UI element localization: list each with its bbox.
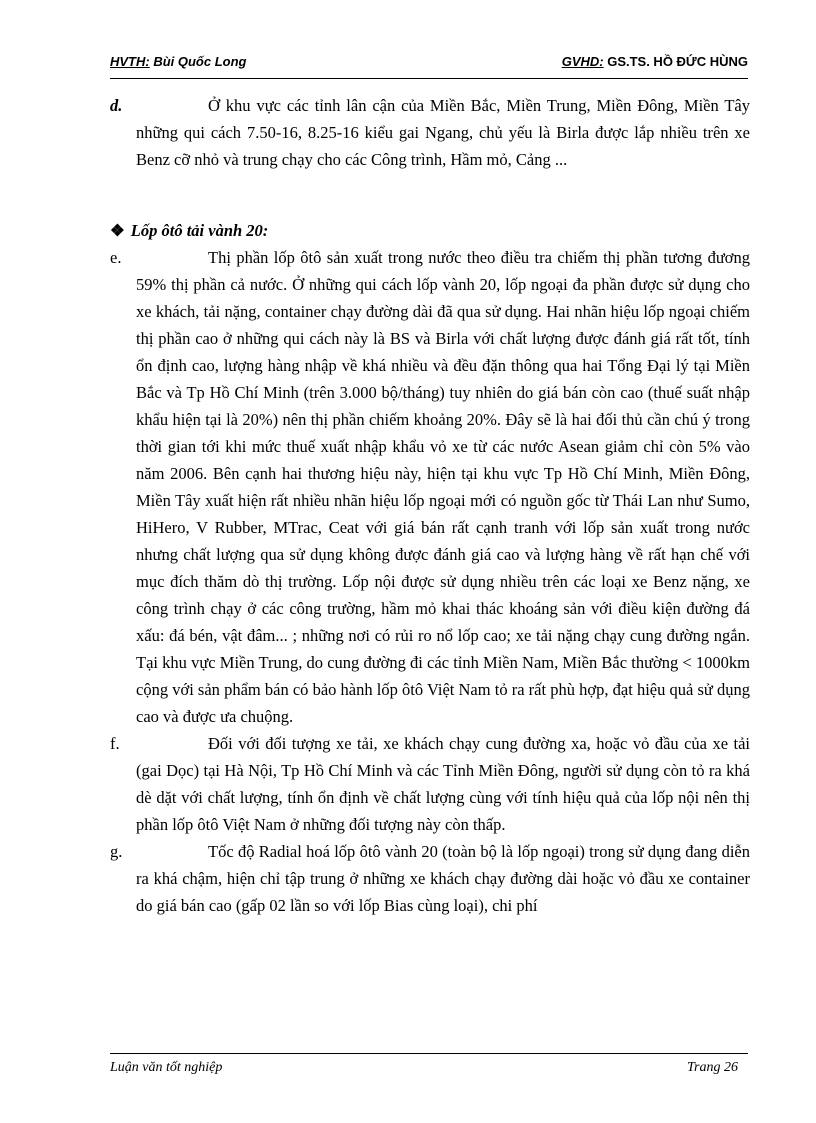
paragraph-d	[110, 92, 750, 173]
paragraph-marker: g.	[110, 842, 123, 861]
paragraph-f	[110, 730, 750, 838]
paragraph-text: Tốc độ Radial hoá lốp ôtô vành 20 (toàn bộ là lốp ngoại) trong sử dụng đang diễn ra khá chậm, hiện chỉ tập trung ở những xe khách chạy đường dài hoặc vỏ đầu xe container do giá bán cao (gấp 02 lần so với lốp Bias cùng loại), chi phí	[136, 842, 750, 915]
paragraph-e	[110, 244, 750, 730]
paragraph-marker: f.	[110, 734, 120, 753]
paragraph-text: Thị phần lốp ôtô sản xuất trong nước theo điều tra chiếm thị phần tương đương 59% thị phần cả nước. Ở những qui cách lốp vành 20, lốp ngoại đa phần được sử dụng cho xe khách, tải nặng, container chạy đường dài đã qua sử dụng. Hai nhãn hiệu lốp ngoại chiếm thị phần cao ở những qui cách này là BS và Birla với chất lượng được đánh giá rất tốt, tính ổn định cao, lượng hàng nhập về khá nhiều và đều đặn thông qua hai Tổng Đại lý tại Miền Bắc và Tp Hồ Chí Minh (trên 3.000 bộ/tháng) tuy nhiên do giá bán còn cao (thuế suất nhập khẩu hiện tại là 20%) nên thị phần chiếm khoảng 20%. Đây sẽ là hai đối thủ cần chú ý trong thời gian tới khi mức thuế xuất nhập khẩu vỏ xe từ các nước Asean giảm chỉ còn 5% vào năm 2006. Bên cạnh hai thương hiệu này, hiện tại khu vực Tp Hồ Chí Minh, Miền Đông, Miền Tây xuất hiện rất nhiều nhãn hiệu lốp ngoại mới có nguồn gốc từ Thái Lan như Sumo, HiHero, V Rubber, MTrac, Ceat với giá bán rất cạnh tranh với lốp sản xuất trong nước nhưng chất lượng qua sử dụng không được đánh giá cao và lượng hàng về rất hạn chế với mục đích thăm dò thị trường. Lốp nội được sử dụng nhiều trên các loại xe Benz nặng, xe công trình chạy ở các công trường, hầm mỏ khai thác khoáng sản với điều kiện đường đá xấu: đá bén, vật đâm... ; những nơi có rủi ro nổ lốp cao; xe tải nặng chạy cung đường ngắn. Tại khu vực Miền Trung, do cung đường đi các tỉnh Miền Nam, Miền Bắc thường < 1000km cộng với sản phẩm bán có bảo hành lốp ôtô Việt Nam tỏ ra rất phù hợp, đạt hiệu quả sử dụng cao và được ưa chuộng.	[136, 248, 750, 726]
section-heading	[110, 217, 750, 244]
page-number: Trang 26	[687, 1060, 738, 1075]
advisor-info	[562, 54, 748, 69]
paragraph-g	[110, 838, 750, 919]
paragraph-text: Đối với đối tượng xe tải, xe khách chạy cung đường xa, hoặc vỏ đầu của xe tải (gai Dọc) tại Hà Nội, Tp Hồ Chí Minh và các Tỉnh Miền Đông, người sử dụng còn tỏ ra khá dè dặt với chất lượng, tính ổn định về chất lượng cùng với tính hiệu quả của lốp nội nên thị phần lốp ôtô Việt Nam ở những đối tượng này còn thấp.	[136, 734, 750, 834]
advisor-name: GS.TS. HỒ ĐỨC HÙNG	[603, 54, 748, 69]
paragraph-text: Ở khu vực các tỉnh lân cận của Miền Bắc, Miền Trung, Miền Đông, Miền Tây những qui cách 7.50-16, 8.25-16 kiểu gai Ngang, chủ yếu là Birla được lắp nhiều trên xe Benz cỡ nhỏ và trung chạy cho các Công trình, Hầm mỏ, Cảng ...	[136, 96, 750, 169]
student-name: Bùi Quốc Long	[149, 54, 247, 69]
diamond-bullet-icon: ❖	[110, 221, 125, 240]
paragraph-marker: e.	[110, 248, 122, 267]
paragraph-marker: d.	[110, 96, 123, 115]
page-header	[110, 48, 748, 79]
advisor-label: GVHD:	[561, 54, 604, 69]
section-title: Lốp ôtô tải vành 20:	[130, 221, 269, 240]
student-info	[110, 54, 246, 69]
page-footer	[110, 1053, 748, 1075]
page-body	[110, 92, 750, 919]
footer-title: Luận văn tốt nghiệp	[110, 1060, 223, 1075]
student-label: HVTH:	[110, 54, 150, 69]
